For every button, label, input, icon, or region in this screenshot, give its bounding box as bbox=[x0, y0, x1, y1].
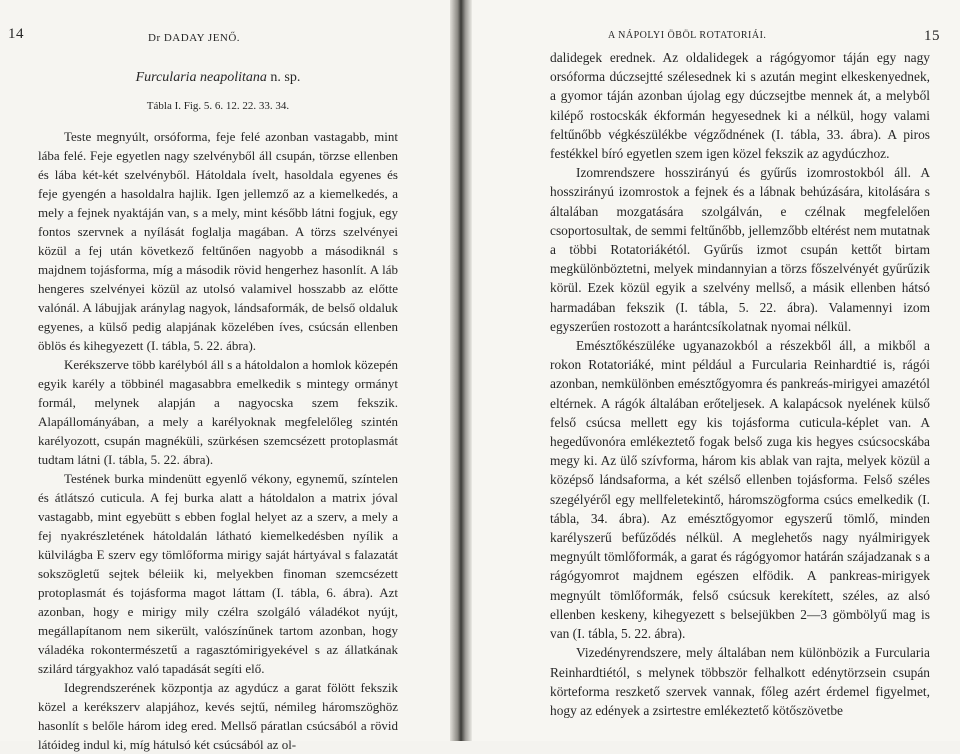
running-title: A NÁPOLYI ÖBÖL ROTATORIÁI. bbox=[608, 30, 767, 41]
paragraph: Testének burka mindenütt egyenlő vékony, egynemű, színtelen és átlátszó cuticula. A fej burka alatt a hátoldalon a matrix jóval vastagabb, mint egyebütt s ebben foglal helyet az a szerv, a mely a fej nyakrészletének hátoldalán látható kiemelkedésben nyílik a külvilágba E szerv egy tömlőforma mirigy saját hártyával s falazatát sokszögletű sejtek béleiik ki, melyekben finoman szemcsézett protoplasmát és tojásforma magot láttam (I. tábla, 6. ábra). Azt azonban, hogy e mirigy mily czélra szolgáló váladékot nyújt, megállapítanom nem sikerült, valószínűnek tartom azonban, hogy váladéka rokontermészetű a ragasztómirigyekével s az állatkának szilárd tárgyakhoz való tapadását segíti elő. bbox=[38, 471, 398, 676]
paragraph: Izomrendszere hosszirányú és gyűrűs izomrostokból áll. A hosszirányú izomrostok a fejnek és a lábnak behúzására, kitolására s általában mozgatására szolgálván, e czélnak megfelelően csoportosultak, de semmi feltűnőbb, jellemzőbb eltérést nem mutatnak a többi Rotatoriákétól. Gyűrűs izmot csupán kettőt birtam megkülönböztetni, melyek mindannyian a törzs főszelvényét gyűrűzik körül. Ezek közül egyik a szelvény mellső, a másik ellenben hátsó harmadában fekszik (I. tábla, 5. 22. ábra). Valamennyi izom egyszerűen rostozott a harántcsíkolatnak nyomai nélkül. bbox=[550, 165, 930, 334]
paragraph: Kerékszerve több karélyból áll s a hátoldalon a homlok közepén egyik karély a többinél magasabbra emelkedik s mintegy ormányt formál, melynek alapján a nagyocska szem fekszik. Alapállományában, a mely a karélyoknak megfelelőleg szintén karélyozott, csupán magnéküli, szürkésen szemcsézett protoplasmát tudtam látni (I. tábla, 5. 22. ábra). bbox=[38, 357, 398, 467]
left-running-head bbox=[8, 0, 398, 44]
left-body-text bbox=[38, 127, 398, 754]
species-heading bbox=[38, 70, 398, 86]
left-page bbox=[0, 0, 450, 752]
right-page bbox=[472, 0, 960, 741]
right-body-text bbox=[550, 48, 930, 720]
species-suffix: n. sp. bbox=[266, 70, 301, 85]
species-name: Furcularia neapolitana bbox=[135, 70, 267, 85]
paragraph: Idegrendszerének központja az agydúcz a garat fölött fekszik közel a kerékszerv alapjához, kevés sejtű, némileg háromszöghöz hasonlít s belőle három ideg ered. Mellső páratlan csúcsából a rövid látóideg indul ki, míg hátulsó két csúcsából az ol- bbox=[38, 680, 398, 752]
right-running-head bbox=[550, 0, 940, 44]
paragraph: Emésztőkészüléke ugyanazokból a részekből áll, a mikből a rokon Rotatoriáké, mint például a Furcularia Reinhardtié is, rágói azonban, nemkülönben emésztőgyomra és pankreás-mirigyei amazétól eltérnek. A rágók általában erőteljesek. A kalapácsok nyelének külső felső csúcsa mellett egy kis tojásforma cuticula-képlet van. A hegedűvonóra emlékeztető fogak belső zuga kis hegyes csúcsocskába megy ki. Az ülő szívforma, három kis ablak van rajta, melyek közül a középső lándsaforma, a két szélső ellenben tojásforma. Felső széles szegélyéről egy mellfeletekintő, háromszögforma csúcs emelkedik (I. tábla, 34. ábra). Az emésztőgyomor egyszerű tömlő, minden karélyszerű befűződés nélkül. A meglehetős nagy nyálmirigyek megnyúlt tömlőformák, a garat és rágógyomor határán szájadzanak s a rágógyomrot majdnem egészen elfödik. A pankreas-mirigyek megnyúlt tömlőformák, felső csúcsuk kerekített, széles, az alsó ellenben keskeny, kihegyezett s belsejükben 2—3 gömbölyű mag is van (I. tábla, 5. 22. ábra). bbox=[550, 338, 930, 642]
paragraph: dalidegek erednek. Az oldalidegek a rágógyomor táján egy nagy orsóforma dúczsejtté szélesednek ki s azután megint elkeskenyednek, a gyomor táján azonban újolag egy dúczsejtbe mennek át, a melyből kilépő rostocskák ékformán hegyesednek ki a nélkül, hogy valami feltűnőbb végkészülékbe végződnének (I. tábla, 33. ábra). A piros festékkel bíró egyetlen szem igen közel fekszik az agydúczhoz. bbox=[550, 50, 930, 162]
running-title: Dr DADAY JENŐ. bbox=[148, 32, 241, 44]
paragraph: Teste megnyúlt, orsóforma, feje felé azonban vastagabb, mint lába felé. Feje egyetlen nagy szelvényből áll csupán, törzse ellenben és lába két-két szelvényből. Hátoldala ívelt, hasoldala egyenes és feje gyengén a hasoldalra hajlik. Igen jellemző az a kiemelkedés, a mely a fejnek nyaktáján van, s a mely, mint később látni fogjuk, egy fontos szervnek a nyílását foglalja magában. A törzs szelvényei közül a fej után következő feltűnően nagyobb a másodiknál s majdnem tojásforma, míg a második rövid hengerhez hasonlít. A láb hengeres szelvényei közül az utolsó valamivel hosszabb az előtte valónál. A lábujjak aránylag nagyok, lándsaformák, de belső oldaluk egyenes, a külső pedig alapjának közelében íves, csúcsán ellenben öblös és kihegyezett (I. tábla, 5. 22. ábra). bbox=[38, 129, 398, 353]
book-gutter bbox=[450, 0, 472, 741]
paragraph: Vizedényrendszere, mely általában nem különbözik a Furcularia Reinhardtiétól, s melynek többször felhalkott edénytörzsein csupán körteforma reszkető szervek vannak, főleg azért érdemel figyelmet, hogy az edények a zsirtestre emlékeztető kötőszövetbe bbox=[550, 645, 930, 718]
page-number: 15 bbox=[924, 28, 940, 44]
page-number: 14 bbox=[8, 26, 24, 42]
plate-reference: Tábla I. Fig. 5. 6. 12. 22. 33. 34. bbox=[146, 100, 290, 112]
